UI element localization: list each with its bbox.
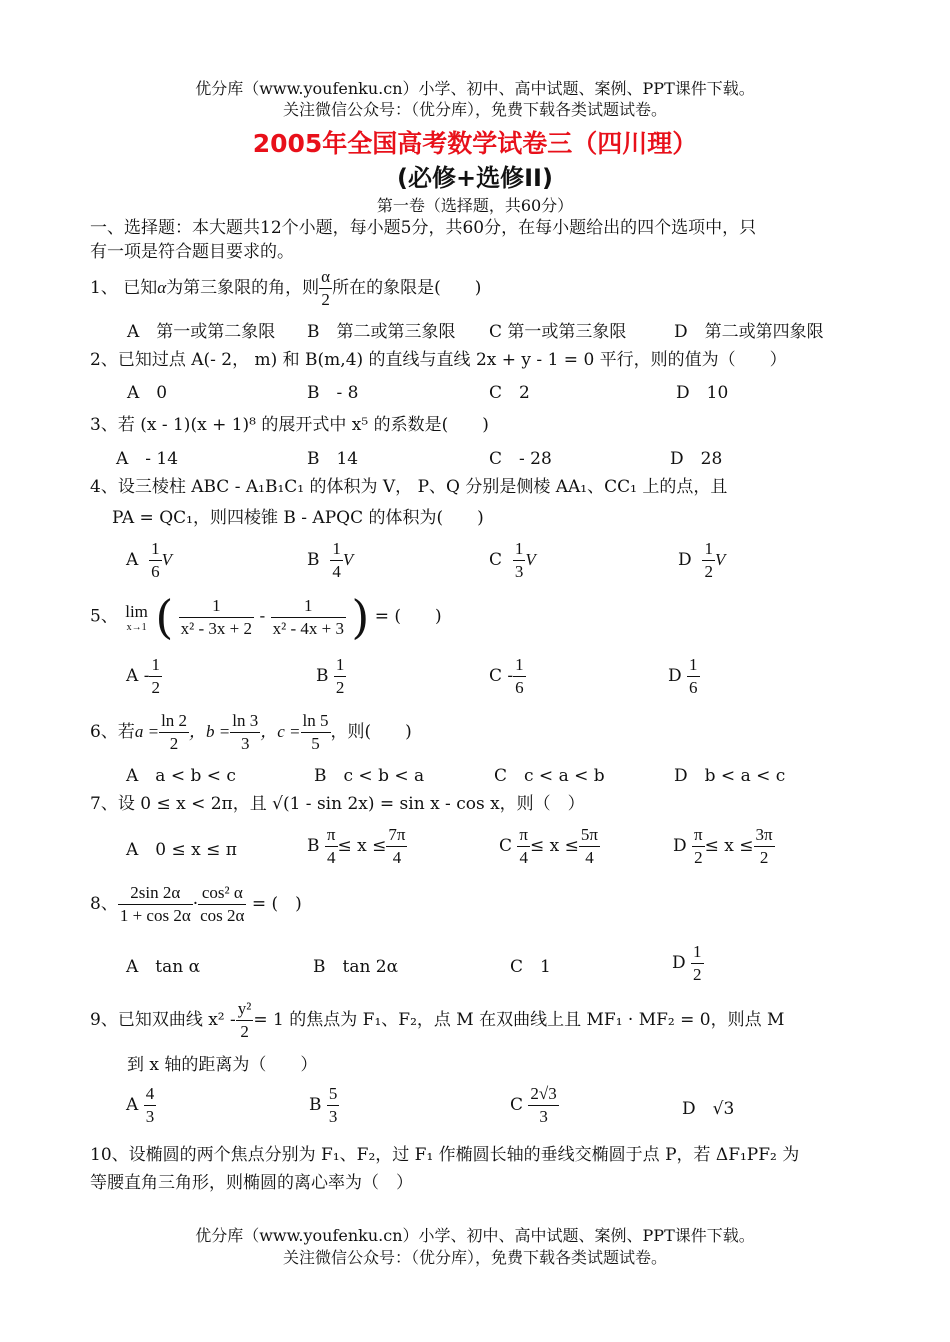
question-2: 2、已知过点 A(- 2， m) 和 B(m,4) 的直线与直线 2x + y - 1 = 0 平行，则的值为（ ） [90,350,787,370]
q4-option-b [307,538,353,583]
q5-c-fraction [513,654,526,699]
q7-b-frac-1 [325,824,338,869]
q5-b-num: 1 [334,654,347,677]
q6-a-fraction [159,710,189,755]
q4-d-label: D [678,550,692,570]
question-4-line-2: PA = QC₁，则四棱锥 B - APQC 的体积为( ) [112,508,484,528]
q8-option-d [672,941,704,986]
q6-b-lhs: ，b = [189,722,231,741]
q5-frac1-num: 1 [179,595,254,618]
q4-c-label: C [489,550,503,570]
q5-option-c [489,654,526,699]
q6-c-fraction [301,710,331,755]
q9-pre: 9、已知双曲线 x² - [90,1010,236,1030]
q7-c-d2: 4 [585,848,594,867]
q1-alpha: α [157,278,167,297]
q7-c-mid: ≤ x ≤ [530,836,579,856]
q1-frac-num: α [319,266,332,289]
q8-d-num: 1 [691,941,704,964]
q7-b-label: B [307,836,320,856]
q5-c-sign: - [507,666,514,686]
q5-option-d [668,654,700,699]
q4-a-fraction [149,538,162,583]
q7-d-d2: 2 [759,848,769,867]
question-10-line-2: 等腰直角三角形，则椭圆的离心率为（ ） [90,1173,413,1193]
page-title: 2005年全国高考数学试卷三（四川理） [252,129,698,158]
q6-tail: ，则( ) [330,722,412,742]
q5-b-den: 2 [335,678,345,697]
q7-d-n2: 3π [754,824,775,847]
q5-limit [123,601,150,633]
q1-option-c: C 第一或第三象限 [489,322,627,342]
q7-d-n1: π [692,824,705,847]
instructions-line-1: 一、选择题：本大题共12个小题，每小题5分，共60分，在每小题给出的四个选项中，只 [90,218,757,238]
q8-d-den: 2 [693,965,702,984]
q3-option-b: B 14 [307,449,359,469]
q1-option-d: D 第二或第四象限 [674,322,824,342]
q8-dot: · [192,894,199,914]
q7-b-d1: 4 [326,848,336,867]
q5-frac1-den: x² - 3x + 2 [180,618,253,638]
q4-a-tail: V [161,550,172,569]
q4-c-num: 1 [513,538,526,561]
q4-b-tail: V [342,550,354,569]
q4-d-tail: V [714,550,726,569]
q7-option-c [499,824,600,869]
q1-fraction [319,266,332,311]
q6-a-num: ln 2 [159,710,189,733]
q4-b-label: B [307,550,320,570]
q6-option-a: A a < b < c [126,766,236,786]
question-9-line-1 [90,998,784,1043]
question-7: 7、设 0 ≤ x < 2π，且 √(1 - sin 2x) = sin x - cos x，则（ ） [90,794,585,814]
question-3: 3、若 (x - 1)(x + 1)⁸ 的展开式中 x⁵ 的系数是( ) [90,415,489,435]
page-subtitle: (必修+选修II) [397,164,553,192]
q5-c-label: C [489,666,503,686]
q9-frac-num: y² [236,998,254,1021]
q7-b-d2: 4 [392,848,402,867]
question-6 [90,710,412,755]
q9-fraction [236,998,254,1043]
q5-d-label: D [668,666,682,686]
question-5 [90,590,442,644]
q2-option-c: C 2 [489,383,530,403]
q7-option-d [673,824,775,869]
q5-c-den: 6 [515,678,524,697]
question-4-line-1: 4、设三棱柱 ABC - A₁B₁C₁ 的体积为 V， P、Q 分别是侧棱 AA₁、CC₁ 上的点，且 [90,477,728,497]
q6-c-lhs: ，c = [260,722,301,741]
q6-option-b: B c < b < a [314,766,425,786]
header-line-2: 关注微信公众号：（优分库），免费下载各类试题试卷。 [282,100,667,119]
q5-a-sign: - [143,666,150,686]
q5-lim-sub: x→1 [126,622,147,633]
q7-b-frac-2 [386,824,407,869]
q8-n1: 2sin 2α [118,882,193,905]
q7-d-d1: 2 [694,848,703,867]
q2-option-a: A 0 [127,383,168,403]
q5-option-b [316,654,346,699]
q3-option-d: D 28 [670,449,723,469]
q1-frac-den: 2 [321,290,330,309]
q6-a-lhs: a = [134,722,160,741]
q8-d1: 1 + cos 2α [119,906,191,925]
q8-fraction-1 [118,882,193,927]
q5-d-num: 1 [687,654,700,677]
q7-c-n2: 5π [579,824,600,847]
q6-number: 6、若 [90,722,135,742]
q9-option-a [126,1083,156,1128]
q2-option-b: B - 8 [307,383,359,403]
question-8 [90,882,302,927]
q8-d-fraction [691,941,704,986]
q4-a-den: 6 [151,562,160,581]
q9-option-c [510,1083,559,1128]
q1-option-b: B 第二或第三象限 [307,322,456,342]
q5-number: 5、 [90,606,118,627]
q5-fraction-2 [271,595,346,640]
q9-option-b [309,1083,339,1128]
q4-d-num: 1 [702,538,715,561]
q1-pre: 已知 [123,278,158,298]
question-9-line-2: 到 x 轴的距离为（ ） [127,1055,318,1075]
q7-c-label: C [499,836,513,856]
q1-number: 1、 [90,278,118,298]
q9-option-d: D √3 [682,1099,735,1119]
q5-tail: = ( ) [374,606,442,627]
q5-left-paren: ( [155,590,174,644]
q1-post: 所在的象限是( ) [332,278,482,298]
q8-d2: cos 2α [200,906,245,925]
q4-d-den: 2 [704,562,713,581]
q9-a-fraction [144,1083,157,1128]
q7-c-n1: π [517,824,530,847]
header-line-1: 优分库（www.youfenku.cn）小学、初中、高中试题、案例、PPT课件下载。 [195,79,755,98]
q7-c-frac-1 [517,824,530,869]
q7-option-a: A 0 ≤ x ≤ π [126,840,237,860]
q2-option-d: D 10 [676,383,729,403]
q5-minus: - [259,606,266,627]
q5-a-label: A [126,666,139,686]
q6-c-num: ln 5 [301,710,331,733]
q9-c-fraction [528,1083,558,1128]
q6-c-den: 5 [311,734,320,753]
q5-b-label: B [316,666,329,686]
q8-fraction-2 [198,882,246,927]
q9-b-den: 3 [328,1107,338,1126]
q7-b-mid: ≤ x ≤ [337,836,387,856]
q8-n2: cos² α [198,882,246,905]
q4-option-c [489,538,536,583]
q6-b-fraction [230,710,260,755]
q7-b-n2: 7π [386,824,407,847]
q4-d-fraction [702,538,715,583]
q5-d-fraction [687,654,700,699]
q5-c-num: 1 [513,654,526,677]
q6-b-den: 3 [241,734,250,753]
q8-number: 8、 [90,894,118,914]
q7-d-frac-1 [692,824,705,869]
q5-d-den: 6 [689,678,698,697]
q9-a-den: 3 [145,1107,155,1126]
q9-post: = 1 的焦点为 F₁、F₂，点 M 在双曲线上且 MF₁ · MF₂ = 0，则点 M [253,1010,785,1030]
q3-option-a: A - 14 [116,449,179,469]
q8-option-a: A tan α [126,957,201,977]
q7-d-label: D [673,836,687,856]
q5-right-paren: ) [351,590,370,644]
q9-a-num: 4 [144,1083,157,1106]
footer-line-1: 优分库（www.youfenku.cn）小学、初中、高中试题、案例、PPT课件下载。 [195,1226,755,1245]
q7-c-frac-2 [579,824,600,869]
footer-line-2: 关注微信公众号：（优分库），免费下载各类试题试卷。 [282,1248,667,1267]
instructions-line-2: 有一项是符合题目要求的。 [90,242,294,262]
q5-a-fraction [149,654,162,699]
q4-a-num: 1 [149,538,162,561]
q4-option-d [678,538,725,583]
q9-a-label: A [126,1095,139,1115]
q5-option-a [126,654,162,699]
q8-option-c: C 1 [510,957,551,977]
q9-c-label: C [510,1095,524,1115]
q1-mid: 为第三象限的角，则 [166,278,320,298]
q6-b-num: ln 3 [230,710,260,733]
q5-frac2-den: x² - 4x + 3 [272,618,344,638]
q5-lim-word: lim [125,602,148,621]
q7-d-frac-2 [754,824,775,869]
q3-option-c: C - 28 [489,449,552,469]
q7-c-d1: 4 [519,848,528,867]
q8-d-label: D [672,953,686,973]
q9-b-fraction [327,1083,340,1128]
q4-c-tail: V [525,550,536,569]
q9-frac-den: 2 [240,1022,249,1041]
q7-option-b [307,824,407,869]
q5-fraction-1 [179,595,254,640]
q9-c-num: 2√3 [528,1083,558,1106]
q5-b-fraction [334,654,347,699]
q6-a-den: 2 [169,734,179,753]
q9-b-label: B [309,1095,322,1115]
q4-b-den: 4 [332,562,341,581]
q9-c-den: 3 [539,1107,548,1126]
q7-b-n1: π [325,824,338,847]
q4-c-den: 3 [514,562,524,581]
q5-a-num: 1 [149,654,162,677]
q4-b-num: 1 [330,538,343,561]
q8-tail: = ( ) [251,894,302,914]
q4-option-a [126,538,172,583]
q7-d-mid: ≤ x ≤ [704,836,754,856]
q5-frac2-num: 1 [271,595,346,618]
question-10-line-1: 10、设椭圆的两个焦点分别为 F₁、F₂，过 F₁ 作椭圆长轴的垂线交椭圆于点 P，若 ΔF₁PF₂ 为 [90,1145,800,1165]
q4-c-fraction [513,538,526,583]
q4-b-fraction [330,538,343,583]
q6-option-d: D b < a < c [674,766,786,786]
q4-a-label: A [126,550,139,570]
q5-a-den: 2 [151,678,160,697]
q1-option-a: A 第一或第二象限 [127,322,276,342]
section-label: 第一卷（选择题，共60分） [376,196,574,215]
q9-b-num: 5 [327,1083,340,1106]
question-1 [90,266,481,311]
q6-option-c: C c < a < b [494,766,605,786]
q8-option-b: B tan 2α [313,957,399,977]
